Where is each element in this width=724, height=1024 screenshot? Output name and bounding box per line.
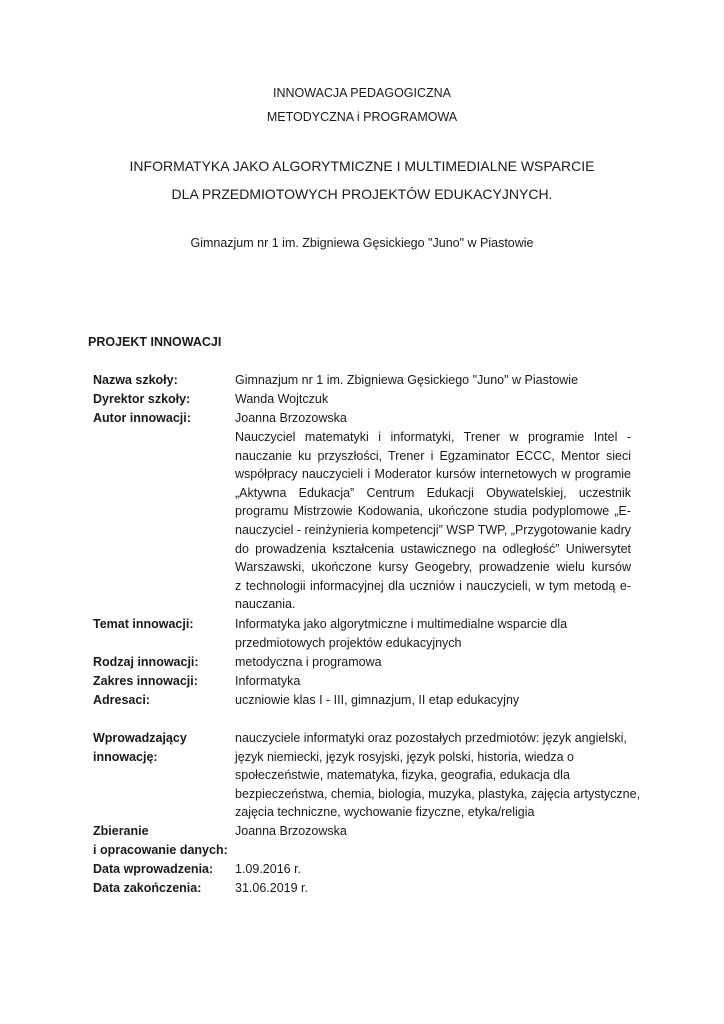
topic-label: Temat innowacji: (93, 617, 194, 631)
header-line-1: INNOWACJA PEDAGOGICZNA (272, 86, 452, 100)
author-bio-line: Warszawski, ukończone kursy Geogebry, prowadzenie wielu kursów (235, 560, 631, 575)
author-bio-line: z technologii informacyjnej dla uczniów i nauczycieli, w tym metodą e- (235, 578, 631, 593)
start-date-label: Data wprowadzenia: (93, 862, 214, 876)
introducing-label-line: Wprowadzający (93, 731, 187, 745)
topic-value (235, 615, 567, 652)
author-bio-line: nauczanie ku przyszłości, Trener i Egzaminator ECCC, Mentor sieci (235, 448, 631, 463)
collection-value: Joanna Brzozowska (235, 824, 347, 838)
section-title: PROJEKT INNOWACJI (88, 335, 222, 349)
author-bio-line: współpracy nauczycieli i Moderator kursów internetowych w programie (235, 467, 631, 482)
header-line-2: METODYCZNA i PROGRAMOWA (266, 110, 458, 124)
start-date-value: 1.09.2016 r. (235, 862, 302, 876)
author-bio-line: Nauczyciel matematyki i informatyki, Trener w programie Intel - (235, 430, 631, 444)
introducing-value (235, 729, 640, 822)
author-value: Joanna Brzozowska (235, 411, 347, 425)
introducing-label-line: innowację: (93, 749, 158, 764)
end-date-label: Data zakończenia: (93, 881, 202, 895)
kind-label: Rodzaj innowacji: (93, 655, 199, 669)
document-title-line-2: DLA PRZEDMIOTOWYCH PROJEKTÓW EDUKACYJNYCH. (171, 186, 553, 202)
introducing-value-line: zajęcia techniczne, wychowanie fizyczne, etyka/religia (235, 805, 535, 820)
school-name-label: Nazwa szkoły: (93, 373, 178, 387)
collection-label-line: i opracowanie danych: (93, 842, 228, 857)
author-label: Autor innowacji: (93, 411, 191, 425)
addressees-label: Adresaci: (93, 693, 150, 707)
director-value: Wanda Wojtczuk (235, 392, 329, 406)
kind-value: metodyczna i programowa (235, 655, 382, 669)
scope-value: Informatyka (235, 674, 301, 688)
collection-label (93, 822, 228, 859)
introducing-value-line: język niemiecki, język rosyjski, język polski, historia, wiedza o (235, 749, 574, 764)
addressees-value: uczniowie klas I - III, gimnazjum, II etap edukacyjny (235, 693, 520, 707)
collection-label-line: Zbieranie (93, 824, 149, 838)
introducing-value-line: nauczyciele informatyki oraz pozostałych przedmiotów: język angielski, (235, 731, 627, 745)
topic-value-line: przedmiotowych projektów edukacyjnych (235, 635, 462, 650)
school-name-value: Gimnazjum nr 1 im. Zbigniewa Gęsickiego "Juno" w Piastowie (235, 373, 579, 387)
scope-label: Zakres innowacji: (93, 674, 198, 688)
school-subtitle: Gimnazjum nr 1 im. Zbigniewa Gęsickiego "Juno" w Piastowie (190, 236, 534, 250)
author-bio-line: programu Mistrzowie Kodowania, ukończone studia podyplomowe „E- (235, 504, 631, 519)
author-bio-line: do prowadzenia kształcenia ustawicznego na odległość” Uniwersytet (235, 541, 631, 556)
author-bio-line: „Aktywna Edukacja” Centrum Edukacji Obywatelskiej, uczestnik (235, 485, 631, 500)
author-bio (235, 428, 631, 614)
author-bio-line: nauczyciel - reinżynieria kompetencji” WSP TWP, „Przygotowanie kadry (235, 522, 631, 537)
document-title-line-1: INFORMATYKA JAKO ALGORYTMICZNE I MULTIMEDIALNE WSPARCIE (129, 158, 595, 174)
director-label: Dyrektor szkoły: (93, 392, 191, 406)
topic-value-line: Informatyka jako algorytmiczne i multimedialne wsparcie dla (235, 617, 568, 631)
introducing-value-line: społeczeństwie, matematyka, fizyka, geografia, edukacja dla (235, 768, 570, 783)
introducing-label (93, 729, 187, 766)
end-date-value: 31.06.2019 r. (235, 881, 308, 895)
author-bio-line: nauczania. (235, 597, 296, 612)
introducing-value-line: bezpieczeństwa, chemia, biologia, muzyka, plastyka, zajęcia artystyczne, (235, 786, 641, 801)
